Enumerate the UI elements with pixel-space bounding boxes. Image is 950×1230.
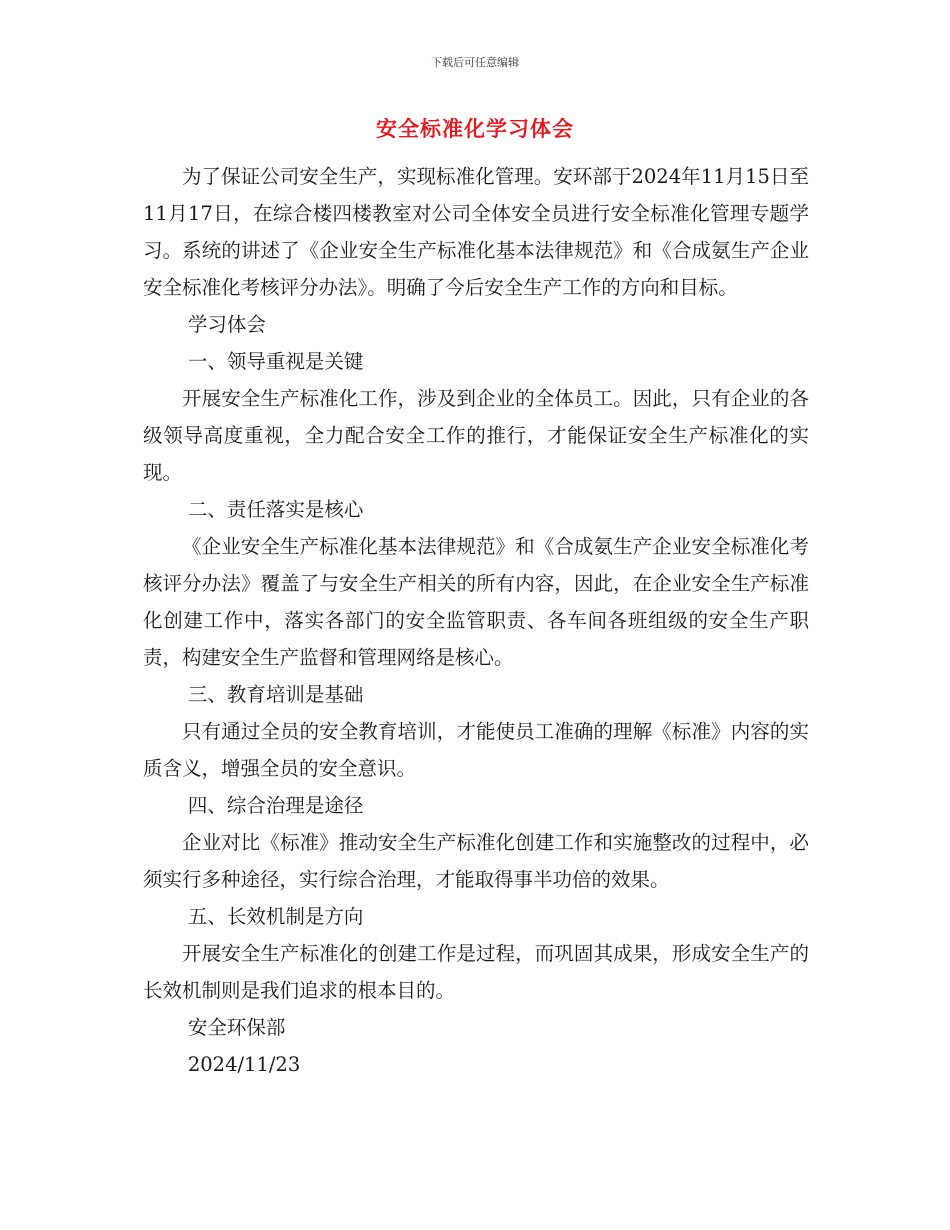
page-header-note: 下载后可任意编辑 [431,56,519,69]
signature-department: 安全环保部 [187,1016,286,1039]
document-title: 安全标准化学习体会 [376,117,574,141]
section-heading-5: 五、长效机制是方向 [187,905,364,928]
section-heading-learning: 学习体会 [187,313,266,336]
section-paragraph-5: 开展安全生产标准化的创建工作是过程，而巩固其成果，形成安全生产的长效机制则是我们追求的根本目的。 [143,942,809,1002]
intro-paragraph: 为了保证公司安全生产，实现标准化管理。安环部于2024年11月15日至11月17日，在综合楼四楼教室对公司全体安全员进行安全标准化管理专题学习。系统的讲述了《企业安全生产标准化基本法律规范》和《合成氨生产企业安全标准化考核评分办法》。明确了今后安全生产工作的方向和目标。 [143,165,809,299]
document-body [143,158,809,1083]
section-paragraph-2: 《企业安全生产标准化基本法律规范》和《合成氨生产企业安全标准化考核评分办法》覆盖了与安全生产相关的所有内容，因此，在企业安全生产标准化创建工作中，落实各部门的安全监管职责、各车间各班组级的安全生产职责，构建安全生产监督和管理网络是核心。 [143,535,809,669]
section-heading-1: 一、领导重视是关键 [187,350,364,373]
section-heading-2: 二、责任落实是核心 [187,498,364,521]
section-heading-3: 三、教育培训是基础 [187,683,364,706]
section-heading-4: 四、综合治理是途径 [187,794,364,817]
signature-date: 2024/11/23 [187,1053,301,1076]
section-paragraph-1: 开展安全生产标准化工作，涉及到企业的全体员工。因此，只有企业的各级领导高度重视，全力配合安全工作的推行，才能保证安全生产标准化的实现。 [143,387,809,484]
section-paragraph-3: 只有通过全员的安全教育培训，才能使员工准确的理解《标准》内容的实质含义，增强全员的安全意识。 [143,720,809,780]
section-paragraph-4: 企业对比《标准》推动安全生产标准化创建工作和实施整改的过程中，必须实行多种途径，实行综合治理，才能取得事半功倍的效果。 [143,831,809,891]
